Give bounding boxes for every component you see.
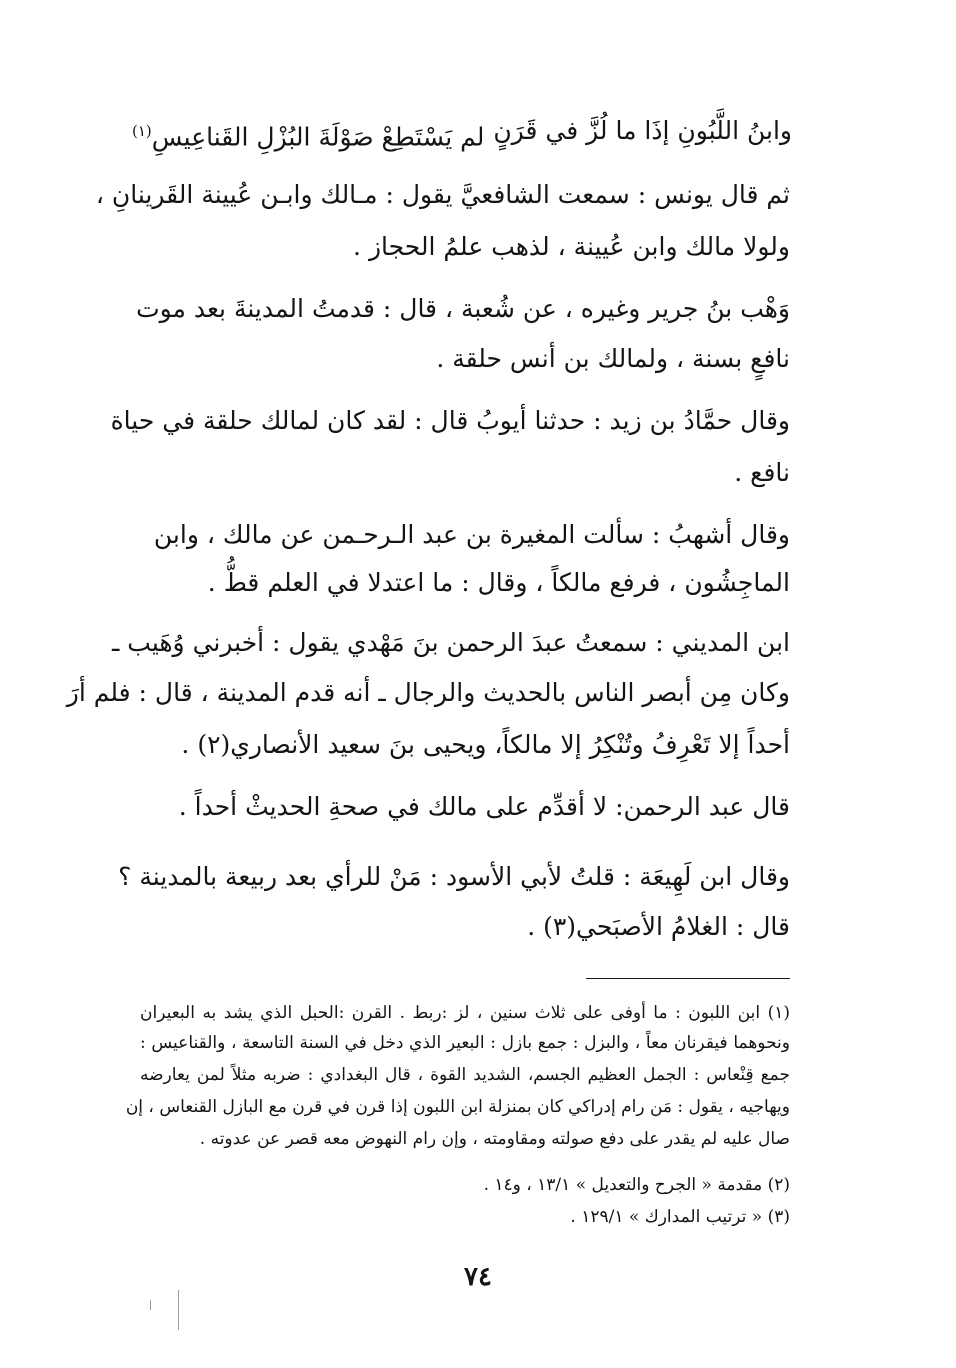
footnote-3: (٣) « ترتيب المدارك » ١٢٩/١ . bbox=[570, 1207, 790, 1227]
paragraph-3-line-1: وقال حمَّادُ بن زيد : حدثنا أيوبُ قال : لقد كان لمالك حلقة في حياة bbox=[110, 406, 790, 435]
scan-mark bbox=[178, 1290, 179, 1330]
paragraph-5-line-2: وكان مِن أبصر الناس بالحديث والرجال ـ أنه قدم المدينة ، قال : فلم أرَ bbox=[66, 678, 790, 707]
paragraph-3-line-2: نافع . bbox=[734, 458, 790, 487]
paragraph-4-line-1: وقال أشهبُ : سألت المغيرة بن عبد الـرحـمن عن مالك ، وابن bbox=[153, 520, 790, 549]
scan-mark bbox=[150, 1300, 151, 1310]
paragraph-1-line-2: ولولا مالك وابن عُيينة ، لذهب علمُ الحجاز . bbox=[353, 232, 790, 261]
paragraph-4-line-2: الماجِشُون ، فرفع مالكاً ، وقال : ما اعتدلا في العلم قطُّ . bbox=[207, 568, 790, 597]
scan-margin-marks bbox=[150, 1290, 210, 1330]
footnote-line-3: جمع قِنْعاس : الجمل العظيم الجسم، الشديد القوة ، قال البغدادي : ضربه مثلاً لمن يعارضه bbox=[140, 1065, 790, 1085]
paragraph-5-line-3: أحداً إلا تَعْرِفُ وتُنْكِرُ إلا مالكاً، ويحيى بنَ سعيد الأنصاري(٢) . bbox=[181, 730, 790, 759]
footnote-marker: (١) bbox=[132, 122, 152, 140]
poetry-verse bbox=[120, 112, 792, 150]
paragraph-7-line-1: وقال ابن لَهِيعَة : قلتُ لأبي الأسود : مَنْ للرأي بعد ربيعة بالمدينة ؟ bbox=[118, 862, 790, 891]
footnote-line-4: ويهاجيه ، يقول : مَن رام إدراكي كان بمنزلة ابن اللبون إذا قرن في قرن مع البازل القنعاس ، إن bbox=[125, 1097, 790, 1117]
verse-second-hemistich-text: لم يَسْتَطِعْ صَوْلَةَ البُزْلِ القَناعِيسِ bbox=[151, 122, 485, 152]
paragraph-7-line-2: قال : الغلامُ الأصبَحي(٣) . bbox=[527, 912, 790, 941]
footnote-line-1: (١) ابن اللبون : ما أوفى على ثلاث سنين ، لز :ربط . القرن :الحبل الذي يشد به البعيران bbox=[140, 1003, 790, 1023]
footnote-line-2: ونحوهما فيقرنان معاً ، والبزل : جمع بازل : البعير الذي دخل في السنة التاسعة ، والقناعيس : bbox=[140, 1033, 790, 1053]
footnote-line-5: صال عليه لم يقدر على دفع صولته ومقاومته ، وإن رام النهوض معه قصر عن عدوته . bbox=[199, 1129, 790, 1149]
verse-first-hemistich: وابنُ اللَّبُونِ إذَا ما لُزَّ في قَرَنٍ bbox=[493, 116, 792, 145]
paragraph-2-line-2: نافعٍ بسنة ، ولمالك بن أنس حلقة . bbox=[436, 344, 790, 373]
paragraph-5-line-1: ابن المديني : سمعتُ عبدَ الرحمن بنَ مَهْدي يقول : أخبرني وُهَيب ـ bbox=[112, 628, 790, 657]
page-number: ٧٤ bbox=[464, 1262, 492, 1292]
paragraph-6-line-1: قال عبد الرحمن: لا أقدِّم على مالك في صحةِ الحديثْ أحداً . bbox=[178, 792, 790, 821]
verse-second-hemistich bbox=[132, 112, 484, 156]
paragraph-1-line-1: ثم قال يونس : سمعت الشافعيَّ يقول : مـالك وابـن عُيينة القَرينانِ ، bbox=[95, 180, 790, 209]
paragraph-2-line-1: وَهْب بنُ جرير وغيره ، عن شُعبة ، قال : قدمتُ المدينةَ بعد موت bbox=[136, 294, 790, 323]
footnote-2: (٢) مقدمة « الجرح والتعديل » ١٣/١ ، و١٤ . bbox=[483, 1175, 790, 1195]
footnote-separator bbox=[586, 978, 790, 979]
